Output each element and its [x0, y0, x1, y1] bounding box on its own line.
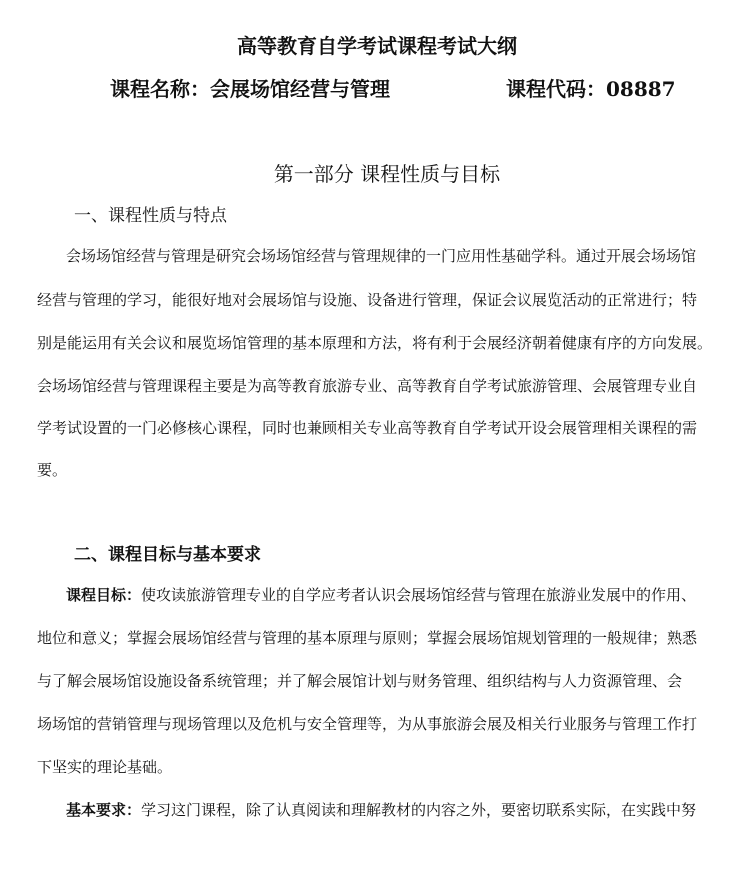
- course-name: 课程名称：会展场馆经营与管理: [110, 77, 390, 101]
- section-heading-1: 一、课程性质与特点: [74, 206, 227, 226]
- paragraph-line: 学考试设置的一门必修核心课程，同时也兼顾相关专业高等教育自学考试开设会展管理相关课程的需: [37, 419, 698, 437]
- goal-paragraph-first-line: [66, 584, 696, 605]
- requirement-text: 学习这门课程，除了认真阅读和理解教材的内容之外，要密切联系实际，在实践中努: [141, 801, 697, 819]
- paragraph-line: 会场场馆经营与管理课程主要是为高等教育旅游专业、高等教育自学考试旅游管理、会展管理专业自: [37, 377, 698, 395]
- section-heading-2: 二、课程目标与基本要求: [74, 545, 261, 565]
- goal-label: 课程目标：: [66, 586, 142, 604]
- paragraph-line: 地位和意义；掌握会展场馆经营与管理的基本原理与原则；掌握会展场馆规划管理的一般规律；熟悉: [37, 629, 698, 647]
- paragraph-line: 场场馆的营销管理与现场管理以及危机与安全管理等，为从事旅游会展及相关行业服务与管理工作打: [37, 715, 698, 733]
- part-title: 第一部分 课程性质与目标: [273, 162, 501, 186]
- requirement-paragraph-first-line: [66, 799, 696, 820]
- paragraph-line: 要。: [37, 461, 68, 479]
- paragraph-line: 与了解会展场馆设施设备系统管理；并了解会展馆计划与财务管理、组织结构与人力资源管理、会: [37, 672, 683, 690]
- paragraph-line: 经营与管理的学习，能很好地对会展场馆与设施、设备进行管理，保证会议展览活动的正常进行；特: [37, 291, 698, 309]
- goal-text: 使攻读旅游管理专业的自学应考者认识会展场馆经营与管理在旅游业发展中的作用、: [141, 586, 697, 604]
- paragraph-line: 会场场馆经营与管理是研究会场场馆经营与管理规律的一门应用性基础学科。通过开展会场场馆: [66, 247, 697, 265]
- paragraph-line: 别是能运用有关会议和展览场馆管理的基本原理和方法，将有利于会展经济朝着健康有序的方向发展。: [37, 334, 713, 352]
- document-title: 高等教育自学考试课程考试大纲: [237, 34, 517, 58]
- course-code: 课程代码：08887: [506, 77, 676, 101]
- paragraph-line: 下坚实的理论基础。: [37, 758, 173, 776]
- requirement-label: 基本要求：: [66, 801, 142, 819]
